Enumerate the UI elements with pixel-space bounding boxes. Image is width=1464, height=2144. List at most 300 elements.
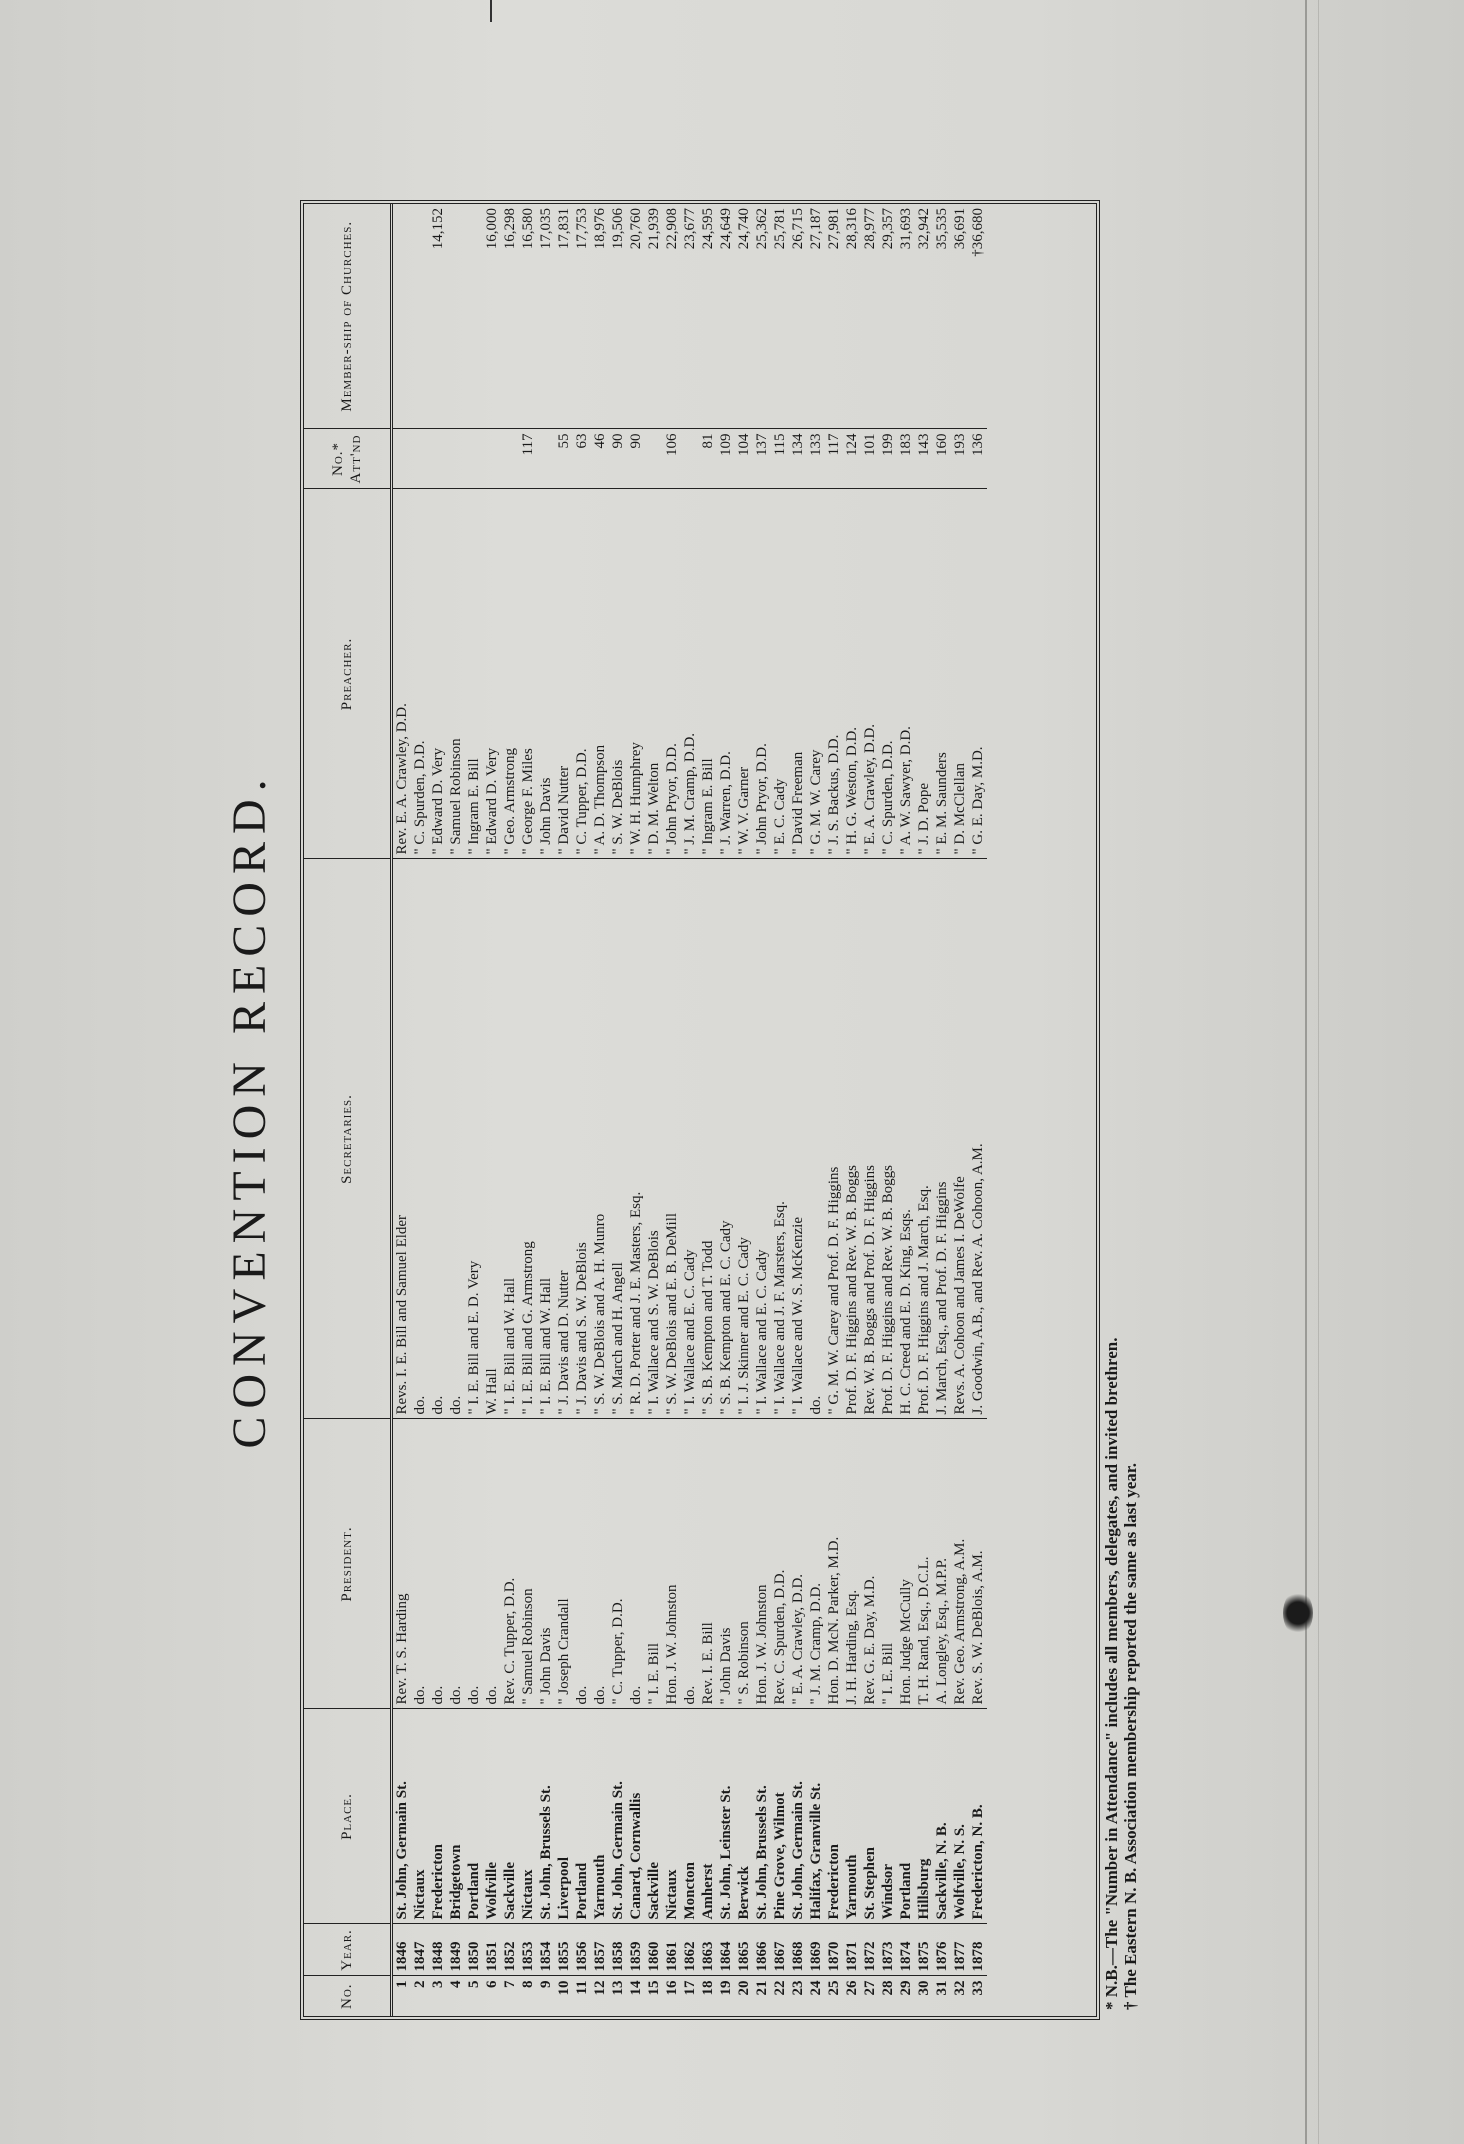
cell-president: do. <box>573 1419 591 1709</box>
cell-attend: 81 <box>699 429 717 489</box>
cell-year: 1863 <box>699 1924 717 1976</box>
cell-year: 1861 <box>663 1924 681 1976</box>
cell-preacher: " J. S. Backus, D.D. <box>825 489 843 859</box>
table-row <box>573 204 591 2016</box>
cell-president: " S. Robinson <box>735 1419 753 1709</box>
cell-year: 1849 <box>447 1924 465 1976</box>
cell-secretaries: " I. E. Bill and W. Hall <box>501 859 519 1419</box>
cell-no: 9 <box>537 1976 555 2016</box>
cell-president: " Joseph Crandall <box>555 1419 573 1709</box>
cell-preacher: " Ingram E. Bill <box>699 489 717 859</box>
cell-preacher: " E. M. Saunders <box>933 489 951 859</box>
table-row <box>915 204 933 2016</box>
cell-members: 20,760 <box>628 208 644 250</box>
cell-preacher: " George F. Miles <box>519 489 537 859</box>
page-fold-shadow <box>1318 0 1319 2144</box>
cell-attend: 117 <box>825 429 843 489</box>
cell-attend <box>465 429 483 489</box>
cell-place: St. Stephen <box>861 1709 879 1924</box>
cell-attend: 137 <box>753 429 771 489</box>
cell-place: Berwick <box>735 1709 753 1924</box>
cell-place: Sackville <box>501 1709 519 1924</box>
cell-attend: 90 <box>609 429 627 489</box>
col-header-no: No. <box>304 1976 392 2016</box>
cell-no: 11 <box>573 1976 591 2016</box>
cell-members: 19,506 <box>610 208 626 250</box>
cell-secretaries: do. <box>429 859 447 1419</box>
table-row <box>555 204 573 2016</box>
cell-place: St. John, Leinster St. <box>717 1709 735 1924</box>
table-row <box>699 204 717 2016</box>
cell-attend: 136 <box>969 429 987 489</box>
cell-preacher: " Edward D. Very <box>429 489 447 859</box>
cell-place: Yarmouth <box>591 1709 609 1924</box>
cell-president: " Samuel Robinson <box>519 1419 537 1709</box>
cell-president: " J. M. Cramp, D.D. <box>807 1419 825 1709</box>
cell-no: 3 <box>429 1976 447 2016</box>
cell-year: 1848 <box>429 1924 447 1976</box>
ink-blot <box>1283 1590 1313 1636</box>
cell-president: Rev. S. W. DeBlois, A.M. <box>969 1419 987 1709</box>
table-header-row <box>304 204 392 2016</box>
table-row <box>951 204 969 2016</box>
cell-year: 1868 <box>789 1924 807 1976</box>
cell-year: 1870 <box>825 1924 843 1976</box>
cell-no: 17 <box>681 1976 699 2016</box>
cell-secretaries: Prof. D. F. Higgins and Rev. W. B. Boggs <box>843 859 861 1419</box>
cell-preacher: " E. C. Cady <box>771 489 789 859</box>
cell-preacher: " G. E. Day, M.D. <box>969 489 987 859</box>
cell-preacher: " C. Spurden, D.D. <box>411 489 429 859</box>
cell-place: Fredericton, N. B. <box>969 1709 987 1924</box>
cell-year: 1851 <box>483 1924 501 1976</box>
cell-secretaries: " I. Wallace and W. S. McKenzie <box>789 859 807 1419</box>
cell-preacher: " W. V. Garner <box>735 489 753 859</box>
cell-attend: 193 <box>951 429 969 489</box>
table-row <box>483 204 501 2016</box>
cell-no: 13 <box>609 1976 627 2016</box>
cell-secretaries: Prof. D. F. Higgins and Rev. W. B. Boggs <box>879 859 897 1419</box>
cell-president: A. Longley, Esq., M.P.P. <box>933 1419 951 1709</box>
cell-attend: 124 <box>843 429 861 489</box>
cell-preacher: " John Pryor, D.D. <box>753 489 771 859</box>
col-header-place: Place. <box>304 1709 392 1924</box>
cell-place: Sackville <box>645 1709 663 1924</box>
cell-year: 1855 <box>555 1924 573 1976</box>
cell-president: do. <box>591 1419 609 1709</box>
cell-no: 6 <box>483 1976 501 2016</box>
cell-president: Hon. J. W. Johnston <box>663 1419 681 1709</box>
cell-president: " I. E. Bill <box>645 1419 663 1709</box>
cell-members: 32,942 <box>916 208 932 250</box>
cell-members: 25,362 <box>754 208 770 250</box>
cell-members: 22,908 <box>664 208 680 250</box>
cell-preacher: " J. D. Pope <box>915 489 933 859</box>
cell-members: 25,781 <box>772 208 788 250</box>
cell-no: 15 <box>645 1976 663 2016</box>
cell-no: 22 <box>771 1976 789 2016</box>
cell-preacher: " David Nutter <box>555 489 573 859</box>
cell-place: Nictaux <box>411 1709 429 1924</box>
cell-attend <box>681 429 699 489</box>
convention-record-table <box>304 204 987 2016</box>
cell-president: T. H. Rand, Esq., D.C.L. <box>915 1419 933 1709</box>
table-row <box>807 204 825 2016</box>
cell-members: 27,187 <box>808 208 824 250</box>
cell-place: Sackville, N. B. <box>933 1709 951 1924</box>
cell-members: 24,649 <box>718 208 734 250</box>
table-row <box>447 204 465 2016</box>
cell-members: 29,357 <box>880 208 896 250</box>
page-fold-line <box>1305 0 1307 2144</box>
cell-secretaries: J. March, Esq., and Prof. D. F. Higgins <box>933 859 951 1419</box>
cell-place: Bridgetown <box>447 1709 465 1924</box>
table-row <box>753 204 771 2016</box>
cell-year: 1862 <box>681 1924 699 1976</box>
footnote-membership: † The Eastern N. B. Association membership reported the same as last year. <box>1121 1463 1140 2010</box>
footnote-attendance: * N.B.—The "Number in Attendance" includes all members, delegates, and invited brethren. <box>1102 1337 1121 2010</box>
cell-secretaries: " I. Wallace and E. C. Cady <box>753 859 771 1419</box>
cell-members <box>411 204 429 429</box>
cell-attend: 117 <box>519 429 537 489</box>
col-header-attendance: No.* Att'nd <box>304 429 392 489</box>
cell-members: 17,831 <box>556 208 572 250</box>
cell-attend <box>429 429 447 489</box>
cell-secretaries: Prof. D. F. Higgins and J. March, Esq. <box>915 859 933 1419</box>
cell-no: 7 <box>501 1976 519 2016</box>
cell-preacher: Rev. E. A. Crawley, D.D. <box>392 489 412 859</box>
cell-members: 14,152 <box>430 208 446 250</box>
cell-president: Rev. G. E. Day, M.D. <box>861 1419 879 1709</box>
cell-place: St. John, Germain St. <box>392 1709 412 1924</box>
cell-president: Rev. C. Spurden, D.D. <box>771 1419 789 1709</box>
cell-president: Hon. D. McN. Parker, M.D. <box>825 1419 843 1709</box>
cell-attend: 109 <box>717 429 735 489</box>
cell-no: 25 <box>825 1976 843 2016</box>
table-row <box>591 204 609 2016</box>
cell-attend: 115 <box>771 429 789 489</box>
cell-secretaries: " I. E. Bill and E. D. Very <box>465 859 483 1419</box>
cell-no: 5 <box>465 1976 483 2016</box>
cell-place: Hillsburg <box>915 1709 933 1924</box>
cell-attend: 90 <box>627 429 645 489</box>
cell-members <box>465 204 483 429</box>
cell-attend: 199 <box>879 429 897 489</box>
col-header-secretaries: Secretaries. <box>304 859 392 1419</box>
cell-president: Rev. I. E. Bill <box>699 1419 717 1709</box>
cell-secretaries: " S. W. DeBlois and A. H. Munro <box>591 859 609 1419</box>
cell-members: 16,298 <box>502 208 518 250</box>
cell-year: 1850 <box>465 1924 483 1976</box>
cell-year: 1859 <box>627 1924 645 1976</box>
cell-preacher: " G. M. W. Carey <box>807 489 825 859</box>
cell-members: 31,693 <box>898 208 914 250</box>
table-row <box>627 204 645 2016</box>
table-row <box>663 204 681 2016</box>
col-header-preacher: Preacher. <box>304 489 392 859</box>
cell-no: 10 <box>555 1976 573 2016</box>
cell-place: St. John, Brussels St. <box>753 1709 771 1924</box>
cell-president: do. <box>447 1419 465 1709</box>
cell-preacher: " E. A. Crawley, D.D. <box>861 489 879 859</box>
cell-members: 17,753 <box>574 208 590 250</box>
cell-secretaries: " R. D. Porter and J. E. Masters, Esq. <box>627 859 645 1419</box>
cell-place: Pine Grove, Wilmot <box>771 1709 789 1924</box>
cell-preacher: " Ingram E. Bill <box>465 489 483 859</box>
cell-no: 29 <box>897 1976 915 2016</box>
cell-place: Portland <box>573 1709 591 1924</box>
cell-preacher: " Edward D. Very <box>483 489 501 859</box>
table-row <box>501 204 519 2016</box>
table-row <box>789 204 807 2016</box>
cell-secretaries: Rev. W. B. Boggs and Prof. D. F. Higgins <box>861 859 879 1419</box>
cell-members: 21,939 <box>646 208 662 250</box>
cell-year: 1858 <box>609 1924 627 1976</box>
cell-year: 1847 <box>411 1924 429 1976</box>
cell-year: 1872 <box>861 1924 879 1976</box>
cell-no: 27 <box>861 1976 879 2016</box>
cell-place: Liverpool <box>555 1709 573 1924</box>
cell-members: †36,680 <box>970 208 986 257</box>
cell-preacher: " J. Warren, D.D. <box>717 489 735 859</box>
cell-attend <box>392 429 412 489</box>
cell-preacher: " John Pryor, D.D. <box>663 489 681 859</box>
cell-members: 18,976 <box>592 208 608 250</box>
cell-president: " C. Tupper, D.D. <box>609 1419 627 1709</box>
table-row <box>717 204 735 2016</box>
cell-preacher: " A. W. Sawyer, D.D. <box>897 489 915 859</box>
cell-place: Moncton <box>681 1709 699 1924</box>
table-row <box>392 204 412 2016</box>
cell-preacher: " D. M. Welton <box>645 489 663 859</box>
cell-members: 36,691 <box>952 208 968 250</box>
cell-year: 1865 <box>735 1924 753 1976</box>
cell-president: " E. A. Crawley, D.D. <box>789 1419 807 1709</box>
cell-preacher: " David Freeman <box>789 489 807 859</box>
cell-members: 16,000 <box>484 208 500 250</box>
cell-secretaries: " J. Davis and D. Nutter <box>555 859 573 1419</box>
cell-no: 26 <box>843 1976 861 2016</box>
cell-members: 17,035 <box>538 208 554 250</box>
cell-no: 1 <box>392 1976 412 2016</box>
cell-secretaries: " S. B. Kempton and T. Todd <box>699 859 717 1419</box>
cell-president: Hon. Judge McCully <box>897 1419 915 1709</box>
table-row <box>609 204 627 2016</box>
cell-members: 26,715 <box>790 208 806 250</box>
cell-members: 28,316 <box>844 208 860 250</box>
cell-no: 33 <box>969 1976 987 2016</box>
cell-year: 1866 <box>753 1924 771 1976</box>
cell-no: 23 <box>789 1976 807 2016</box>
cell-president: Hon. J. W. Johnston <box>753 1419 771 1709</box>
cell-year: 1852 <box>501 1924 519 1976</box>
cell-no: 24 <box>807 1976 825 2016</box>
cell-place: Portland <box>465 1709 483 1924</box>
cell-no: 16 <box>663 1976 681 2016</box>
col-header-year: Year. <box>304 1924 392 1976</box>
cell-preacher: " J. M. Cramp, D.D. <box>681 489 699 859</box>
cell-attend: 160 <box>933 429 951 489</box>
cell-secretaries: do. <box>807 859 825 1419</box>
cell-place: Yarmouth <box>843 1709 861 1924</box>
cell-secretaries: " I. E. Bill and W. Hall <box>537 859 555 1419</box>
table-body <box>392 204 988 2016</box>
cell-place: Wolfville <box>483 1709 501 1924</box>
cell-president: do. <box>411 1419 429 1709</box>
cell-preacher: " A. D. Thompson <box>591 489 609 859</box>
cell-year: 1857 <box>591 1924 609 1976</box>
cell-no: 8 <box>519 1976 537 2016</box>
table-row <box>825 204 843 2016</box>
cell-no: 21 <box>753 1976 771 2016</box>
cell-no: 32 <box>951 1976 969 2016</box>
cell-place: Portland <box>897 1709 915 1924</box>
cell-attend: 183 <box>897 429 915 489</box>
cell-president: J. H. Harding, Esq. <box>843 1419 861 1709</box>
cell-place: Nictaux <box>519 1709 537 1924</box>
cell-president: " John Davis <box>537 1419 555 1709</box>
cell-year: 1875 <box>915 1924 933 1976</box>
table-row <box>897 204 915 2016</box>
cell-place: Halifax, Granville St. <box>807 1709 825 1924</box>
cell-place: Wolfville, N. S. <box>951 1709 969 1924</box>
footnotes <box>1102 210 1140 2010</box>
cell-secretaries: Revs. I. E. Bill and Samuel Elder <box>392 859 412 1419</box>
cell-preacher: " S. W. DeBlois <box>609 489 627 859</box>
table-row <box>771 204 789 2016</box>
cell-secretaries: do. <box>411 859 429 1419</box>
cell-president: do. <box>429 1419 447 1709</box>
cell-president: Rev. C. Tupper, D.D. <box>501 1419 519 1709</box>
cell-secretaries: " I. Wallace and J. F. Marsters, Esq. <box>771 859 789 1419</box>
cell-attend <box>645 429 663 489</box>
table-row <box>969 204 987 2016</box>
table-row <box>465 204 483 2016</box>
cell-secretaries: " I. Wallace and E. C. Cady <box>681 859 699 1419</box>
cell-secretaries: " S. March and H. Angell <box>609 859 627 1419</box>
table-row <box>879 204 897 2016</box>
cell-preacher: " D. McClellan <box>951 489 969 859</box>
cell-secretaries: " J. Davis and S. W. DeBlois <box>573 859 591 1419</box>
cell-members: 16,580 <box>520 208 536 250</box>
cell-secretaries: " I. E. Bill and G. Armstrong <box>519 859 537 1419</box>
cell-attend: 63 <box>573 429 591 489</box>
table-row <box>735 204 753 2016</box>
cell-attend: 134 <box>789 429 807 489</box>
cell-year: 1871 <box>843 1924 861 1976</box>
cell-place: Nictaux <box>663 1709 681 1924</box>
cell-secretaries: J. Goodwin, A.B., and Rev. A. Cohoon, A.M. <box>969 859 987 1419</box>
cell-year: 1877 <box>951 1924 969 1976</box>
cell-attend: 143 <box>915 429 933 489</box>
cell-year: 1878 <box>969 1924 987 1976</box>
cell-place: St. John, Germain St. <box>609 1709 627 1924</box>
cell-no: 14 <box>627 1976 645 2016</box>
cell-no: 12 <box>591 1976 609 2016</box>
cell-year: 1873 <box>879 1924 897 1976</box>
cell-preacher: " W. H. Humphrey <box>627 489 645 859</box>
cell-attend <box>447 429 465 489</box>
rotated-page <box>220 200 1140 2020</box>
cell-no: 20 <box>735 1976 753 2016</box>
col-header-membership: Member-ship of Churches. <box>304 204 392 429</box>
cell-president: do. <box>483 1419 501 1709</box>
cell-place: Fredericton <box>429 1709 447 1924</box>
cell-secretaries: " G. M. W. Carey and Prof. D. F. Higgins <box>825 859 843 1419</box>
cell-members: 35,535 <box>934 208 950 250</box>
cell-place: Fredericton <box>825 1709 843 1924</box>
cell-year: 1860 <box>645 1924 663 1976</box>
cell-place: Windsor <box>879 1709 897 1924</box>
cell-attend <box>411 429 429 489</box>
cell-year: 1854 <box>537 1924 555 1976</box>
cell-secretaries: do. <box>447 859 465 1419</box>
cell-members: 23,677 <box>682 208 698 250</box>
cell-attend <box>537 429 555 489</box>
cell-president: Rev. T. S. Harding <box>392 1419 412 1709</box>
cell-attend: 46 <box>591 429 609 489</box>
table-row <box>861 204 879 2016</box>
page-title: CONVENTION RECORD. <box>223 771 276 1449</box>
cell-members <box>392 204 412 429</box>
table-row <box>843 204 861 2016</box>
cell-secretaries: " I. J. Skinner and E. C. Cady <box>735 859 753 1419</box>
table-row <box>519 204 537 2016</box>
cell-year: 1876 <box>933 1924 951 1976</box>
cell-place: Amherst <box>699 1709 717 1924</box>
cell-secretaries: Revs. A. Cohoon and James I. DeWolfe <box>951 859 969 1419</box>
cell-no: 2 <box>411 1976 429 2016</box>
cell-year: 1856 <box>573 1924 591 1976</box>
cell-attend <box>483 429 501 489</box>
cell-president: " John Davis <box>717 1419 735 1709</box>
cell-president: do. <box>681 1419 699 1709</box>
cell-members: 24,595 <box>700 208 716 250</box>
cell-no: 30 <box>915 1976 933 2016</box>
cell-place: Canard, Cornwallis <box>627 1709 645 1924</box>
col-header-president: President. <box>304 1419 392 1709</box>
cell-attend: 106 <box>663 429 681 489</box>
table-row <box>429 204 447 2016</box>
table-row <box>411 204 429 2016</box>
cell-year: 1867 <box>771 1924 789 1976</box>
cell-place: St. John, Brussels St. <box>537 1709 555 1924</box>
cell-secretaries: " S. W. DeBlois and E. B. DeMill <box>663 859 681 1419</box>
cell-attend: 104 <box>735 429 753 489</box>
cell-attend: 55 <box>555 429 573 489</box>
cell-president: " I. E. Bill <box>879 1419 897 1709</box>
cell-preacher: " John Davis <box>537 489 555 859</box>
cell-attend: 101 <box>861 429 879 489</box>
cell-preacher: " Samuel Robinson <box>447 489 465 859</box>
cell-year: 1846 <box>392 1924 412 1976</box>
cell-preacher: " Geo. Armstrong <box>501 489 519 859</box>
cell-year: 1853 <box>519 1924 537 1976</box>
cell-no: 4 <box>447 1976 465 2016</box>
cell-no: 19 <box>717 1976 735 2016</box>
cell-preacher: " H. G. Weston, D.D. <box>843 489 861 859</box>
cell-secretaries: " I. Wallace and S. W. DeBlois <box>645 859 663 1419</box>
cell-members: 24,740 <box>736 208 752 250</box>
cell-president: Rev. Geo. Armstrong, A.M. <box>951 1419 969 1709</box>
cell-attend <box>501 429 519 489</box>
cell-no: 28 <box>879 1976 897 2016</box>
cell-members: 27,981 <box>826 208 842 250</box>
cell-secretaries: W. Hall <box>483 859 501 1419</box>
cell-no: 18 <box>699 1976 717 2016</box>
cell-year: 1864 <box>717 1924 735 1976</box>
cell-members: 28,977 <box>862 208 878 250</box>
